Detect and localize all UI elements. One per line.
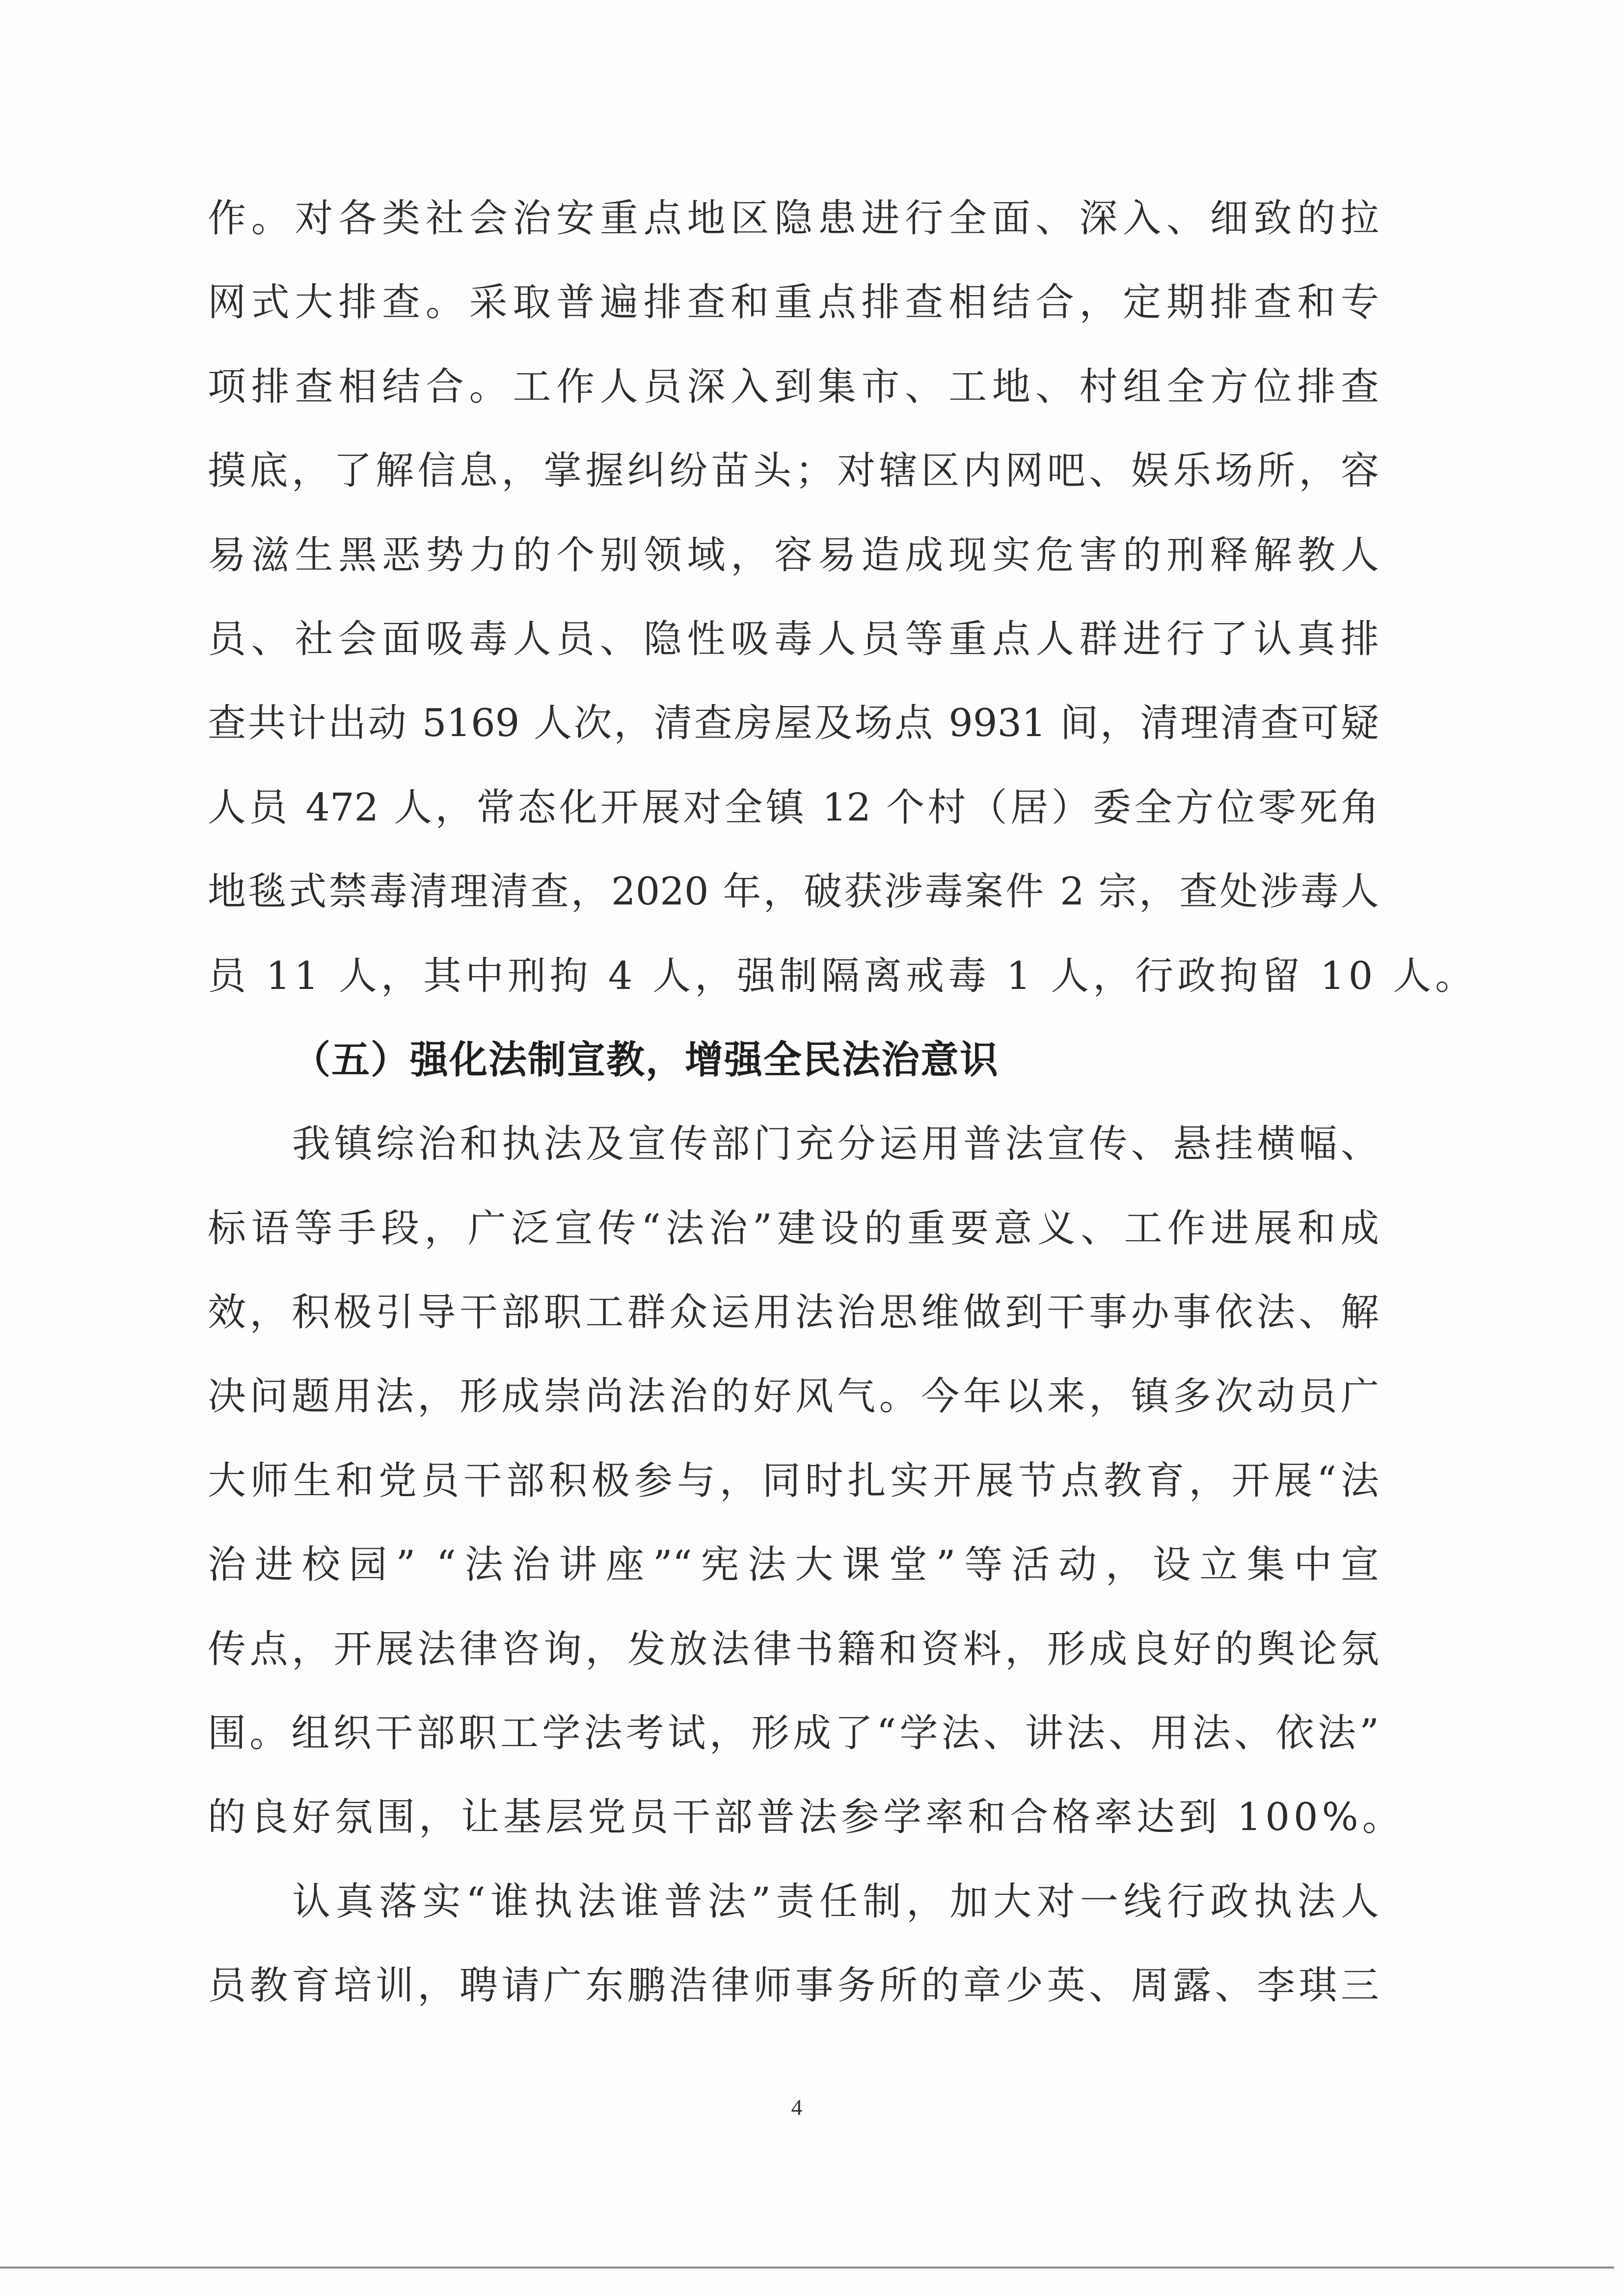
- text-line: 决问题用法，形成崇尚法治的好风气。今年以来，镇多次动员广: [208, 1374, 1379, 1419]
- text-line: 项排查相结合。工作人员深入到集市、工地、村组全方位排查: [208, 364, 1379, 409]
- text-line: 大师生和党员干部积极参与，同时扎实开展节点教育，开展“法: [208, 1458, 1379, 1503]
- section-heading: [208, 1018, 1379, 1102]
- text-line: 治进校园” “法治讲座”“宪法大课堂”等活动，设立集中宣: [208, 1543, 1379, 1587]
- text-line: 围。组织干部职工学法考试，形成了“学法、讲法、用法、依法”: [208, 1711, 1379, 1756]
- text-line: 易滋生黑恶势力的个别领域，容易造成现实危害的刑释解教人: [208, 533, 1379, 577]
- text-line: 员、社会面吸毒人员、隐性吸毒人员等重点人群进行了认真排: [208, 617, 1379, 661]
- text-line: 效，积极引导干部职工群众运用法治思维做到干事办事依法、解: [208, 1290, 1379, 1335]
- text-line: 标语等手段，广泛宣传“法治”建设的重要意义、工作进展和成: [208, 1206, 1379, 1251]
- document-body: [208, 177, 1478, 2028]
- text-line: 摸底，了解信息，掌握纠纷苗头；对辖区内网吧、娱乐场所，容: [208, 449, 1379, 493]
- paragraph-enforcement-responsibility: [208, 1860, 1379, 2028]
- paragraph-public-security-inspection: [208, 177, 1478, 1018]
- text-line: 的良好氛围，让基层党员干部普法参学率和合格率达到 100%。: [208, 1795, 1405, 1840]
- text-line: 传点，开展法律咨询，发放法律书籍和资料，形成良好的舆论氛: [208, 1627, 1379, 1671]
- paragraph-legal-publicity: [208, 1102, 1405, 1860]
- text-line: 查共计出动 5169 人次，清查房屋及场点 9931 间，清理清查可疑: [208, 701, 1379, 746]
- text-line: 网式大排查。采取普遍排查和重点排查相结合，定期排查和专: [208, 280, 1379, 325]
- text-line: 认真落实“谁执法谁普法”责任制，加大对一线行政执法人: [292, 1879, 1379, 1924]
- text-line: 地毯式禁毒清理清查，2020 年，破获涉毒案件 2 宗，查处涉毒人: [208, 870, 1379, 914]
- text-line: 作。对各类社会治安重点地区隐患进行全面、深入、细致的拉: [208, 196, 1379, 241]
- page-number: 4: [791, 2095, 803, 2120]
- text-line: 员教育培训，聘请广东鹏浩律师事务所的章少英、周露、李琪三: [208, 1964, 1379, 2008]
- section-heading-text: （五）强化法制宣教，增强全民法治意识: [292, 1038, 1000, 1082]
- text-line: 员 11 人，其中刑拘 4 人，强制隔离戒毒 1 人，行政拘留 10 人。: [208, 954, 1478, 998]
- text-line: 人员 472 人，常态化开展对全镇 12 个村（居）委全方位零死角: [208, 785, 1379, 830]
- page-bottom-edge-divider: [0, 2267, 1614, 2269]
- text-line: 我镇综治和执法及宣传部门充分运用普法宣传、悬挂横幅、: [292, 1122, 1379, 1167]
